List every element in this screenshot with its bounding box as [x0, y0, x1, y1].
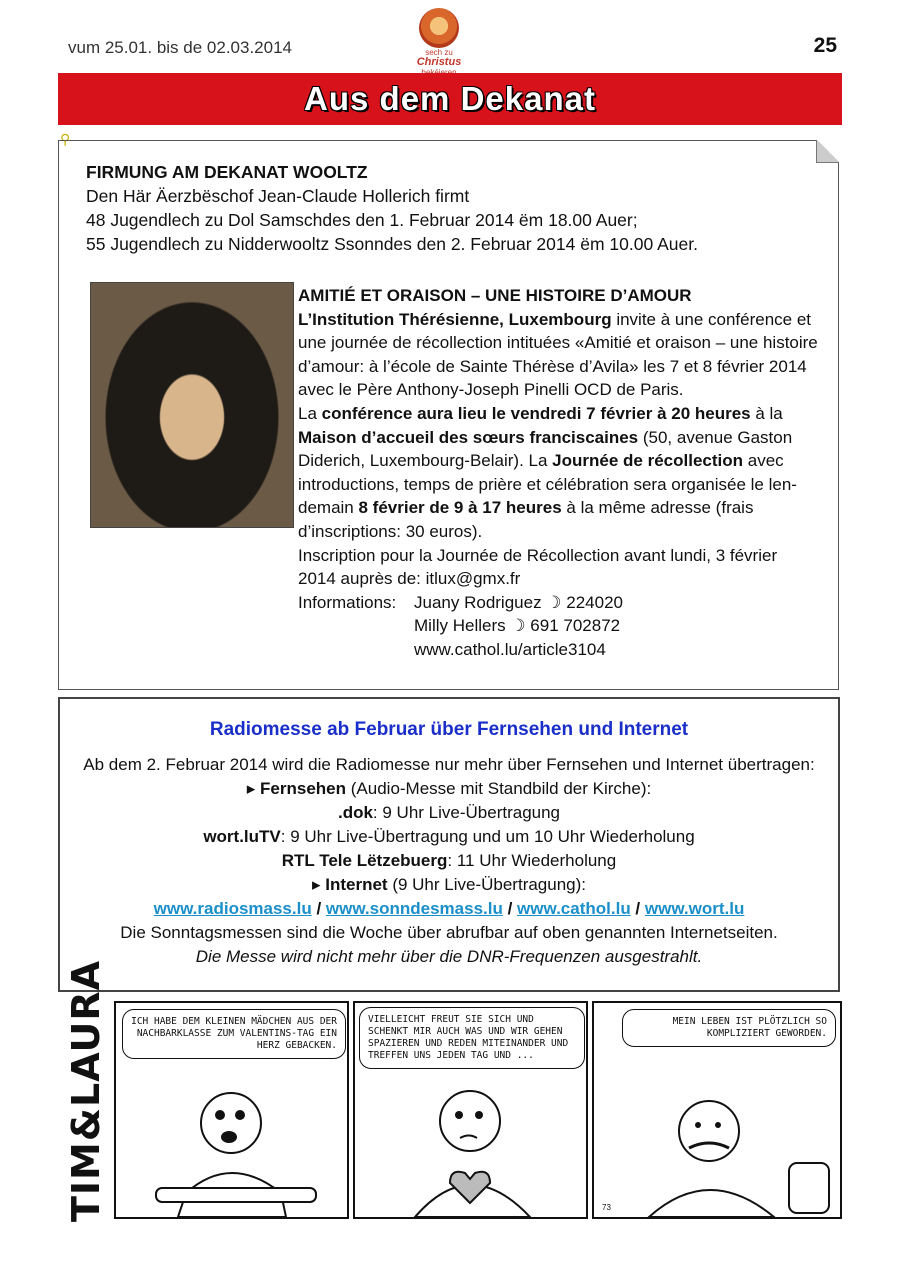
comic-title: TIM&LAURA	[64, 960, 108, 1222]
link-wort[interactable]: www.wort.lu	[644, 899, 745, 918]
amitie-section	[298, 284, 818, 662]
tv-line: ▸ Fernsehen (Audio-Messe mit Standbild der Kirche):	[246, 779, 652, 798]
section-title: Aus dem Dekanat	[304, 80, 596, 117]
comic-panel-1	[114, 1001, 349, 1219]
logo-line2: Christus	[416, 56, 462, 68]
radiomesse-note: Die Sonntagsmessen sind die Woche über abrufbar auf oben genannten Internetseiten.	[120, 923, 778, 942]
rtl-line: RTL Tele Lëtzebuerg: 11 Uhr Wiederholung	[281, 851, 617, 870]
radiomesse-box	[58, 697, 840, 992]
comic-strip	[58, 960, 842, 1226]
amitie-paragraph-3: Inscription pour la Journée de Récollection avant lundi, 3 février 2014 auprès de: itlux@gmx.fr	[298, 545, 778, 589]
boy-drawing-icon	[116, 1003, 349, 1219]
logo-line1: sech zu	[425, 48, 453, 57]
firmung-line: 55 Jugendlech zu Nidderwooltz Ssonndes den 2. Februar 2014 ëm 10.00 Auer.	[86, 234, 698, 254]
firmung-line: Den Här Äerzbëschof Jean-Claude Hollerich firmt	[86, 186, 470, 206]
amitie-paragraph-1: L’Institution Thérésienne, Luxembourg invite à une conférence et une journée de récollection intituées «Amitié et oraison – une histoire d’amour: à l’école de Sainte Thérèse d’Avila» les 7 et 8 février 2014 avec le Père Anthony-Joseph Pinelli OCD de Paris.	[298, 309, 818, 400]
triangle-bullet-icon: ▸	[246, 779, 261, 798]
triangle-bullet-icon: ▸	[311, 875, 326, 894]
boy-eating-icon	[594, 1003, 842, 1219]
speech-bubble: ICH HABE DEM KLEINEN MÄDCHEN AUS DER NACHBARKLASSE ZUM VALENTINS-TAG EIN HERZ GEBACKEN.	[122, 1009, 346, 1059]
radiomesse-body	[60, 753, 838, 969]
page-number: 25	[813, 34, 837, 57]
comic-panel-2	[353, 1001, 588, 1219]
radiomesse-intro: Ab dem 2. Februar 2014 wird die Radiomesse nur mehr über Fernsehen und Internet übertragen:	[83, 755, 815, 774]
page-curl-icon	[816, 140, 839, 163]
section-banner	[58, 73, 842, 125]
radiomesse-note-italic: Die Messe wird nicht mehr über die DNR-Frequenzen ausgestrahlt.	[195, 947, 703, 966]
links-line: www.radiosmass.lu / www.sonndesmass.lu / www.cathol.lu / www.wort.lu	[153, 899, 745, 918]
radiomesse-title: Radiomesse ab Februar über Fernsehen und Internet	[209, 719, 689, 740]
link-cathol[interactable]: www.cathol.lu	[517, 899, 631, 918]
logo-emblem-icon	[419, 8, 459, 48]
info-row	[298, 591, 818, 662]
wort-line: wort.luTV: 9 Uhr Live-Übertragung und um 10 Uhr Wiederholung	[203, 827, 695, 846]
saint-portrait-image	[90, 282, 294, 528]
comic-number: 73	[602, 1203, 611, 1212]
link-radiosmass[interactable]: www.radiosmass.lu	[153, 899, 312, 918]
speech-bubble: MEIN LEBEN IST PLÖTZLICH SO KOMPLIZIERT GEWORDEN.	[622, 1009, 836, 1047]
comic-panel-3	[592, 1001, 842, 1219]
info-label: Informations:	[298, 592, 397, 612]
contact-2: Milly Hellers ☽ 691 702872	[414, 616, 621, 636]
pin-icon: ⚲	[60, 131, 71, 147]
firmung-title: FIRMUNG AM DEKANAT WOOLTZ	[86, 162, 368, 182]
amitie-paragraph-2: La conférence aura lieu le vendredi 7 février à 20 heures à la Maison d’accueil des sœurs franciscaines (50, avenue Gaston Diderich, Luxembourg-Belair). La Journée de récollection avec introductions, temps de prière et célébration sera organisée le len-demain 8 février de 9 à 17 heures à la même adresse (frais d’inscriptions: 30 euros).	[298, 403, 797, 541]
logo	[408, 8, 470, 72]
firmung-line: 48 Jugendlech zu Dol Samschdes den 1. Februar 2014 ëm 18.00 Auer;	[86, 210, 638, 230]
article-link[interactable]: www.cathol.lu/article3104	[414, 639, 606, 659]
amitie-title: AMITIÉ ET ORAISON – UNE HISTOIRE D’AMOUR	[298, 286, 692, 305]
link-sonndesmass[interactable]: www.sonndesmass.lu	[325, 899, 503, 918]
contact-1: Juany Rodriguez ☽ 224020	[414, 592, 623, 612]
issue-date: vum 25.01. bis de 02.03.2014	[68, 38, 292, 57]
internet-line: ▸ Internet (9 Uhr Live-Übertragung):	[311, 875, 587, 894]
boy-with-heart-icon	[355, 1003, 588, 1219]
speech-bubble: VIELLEICHT FREUT SIE SICH UND SCHENKT MIR AUCH WAS UND WIR GEHEN SPAZIEREN UND REDEN MITEINANDER UND TREFFEN UNS JEDEN TAG UND ...	[359, 1007, 585, 1069]
dok-line: .dok: 9 Uhr Live-Übertragung	[337, 803, 561, 822]
firmung-section	[86, 160, 698, 256]
